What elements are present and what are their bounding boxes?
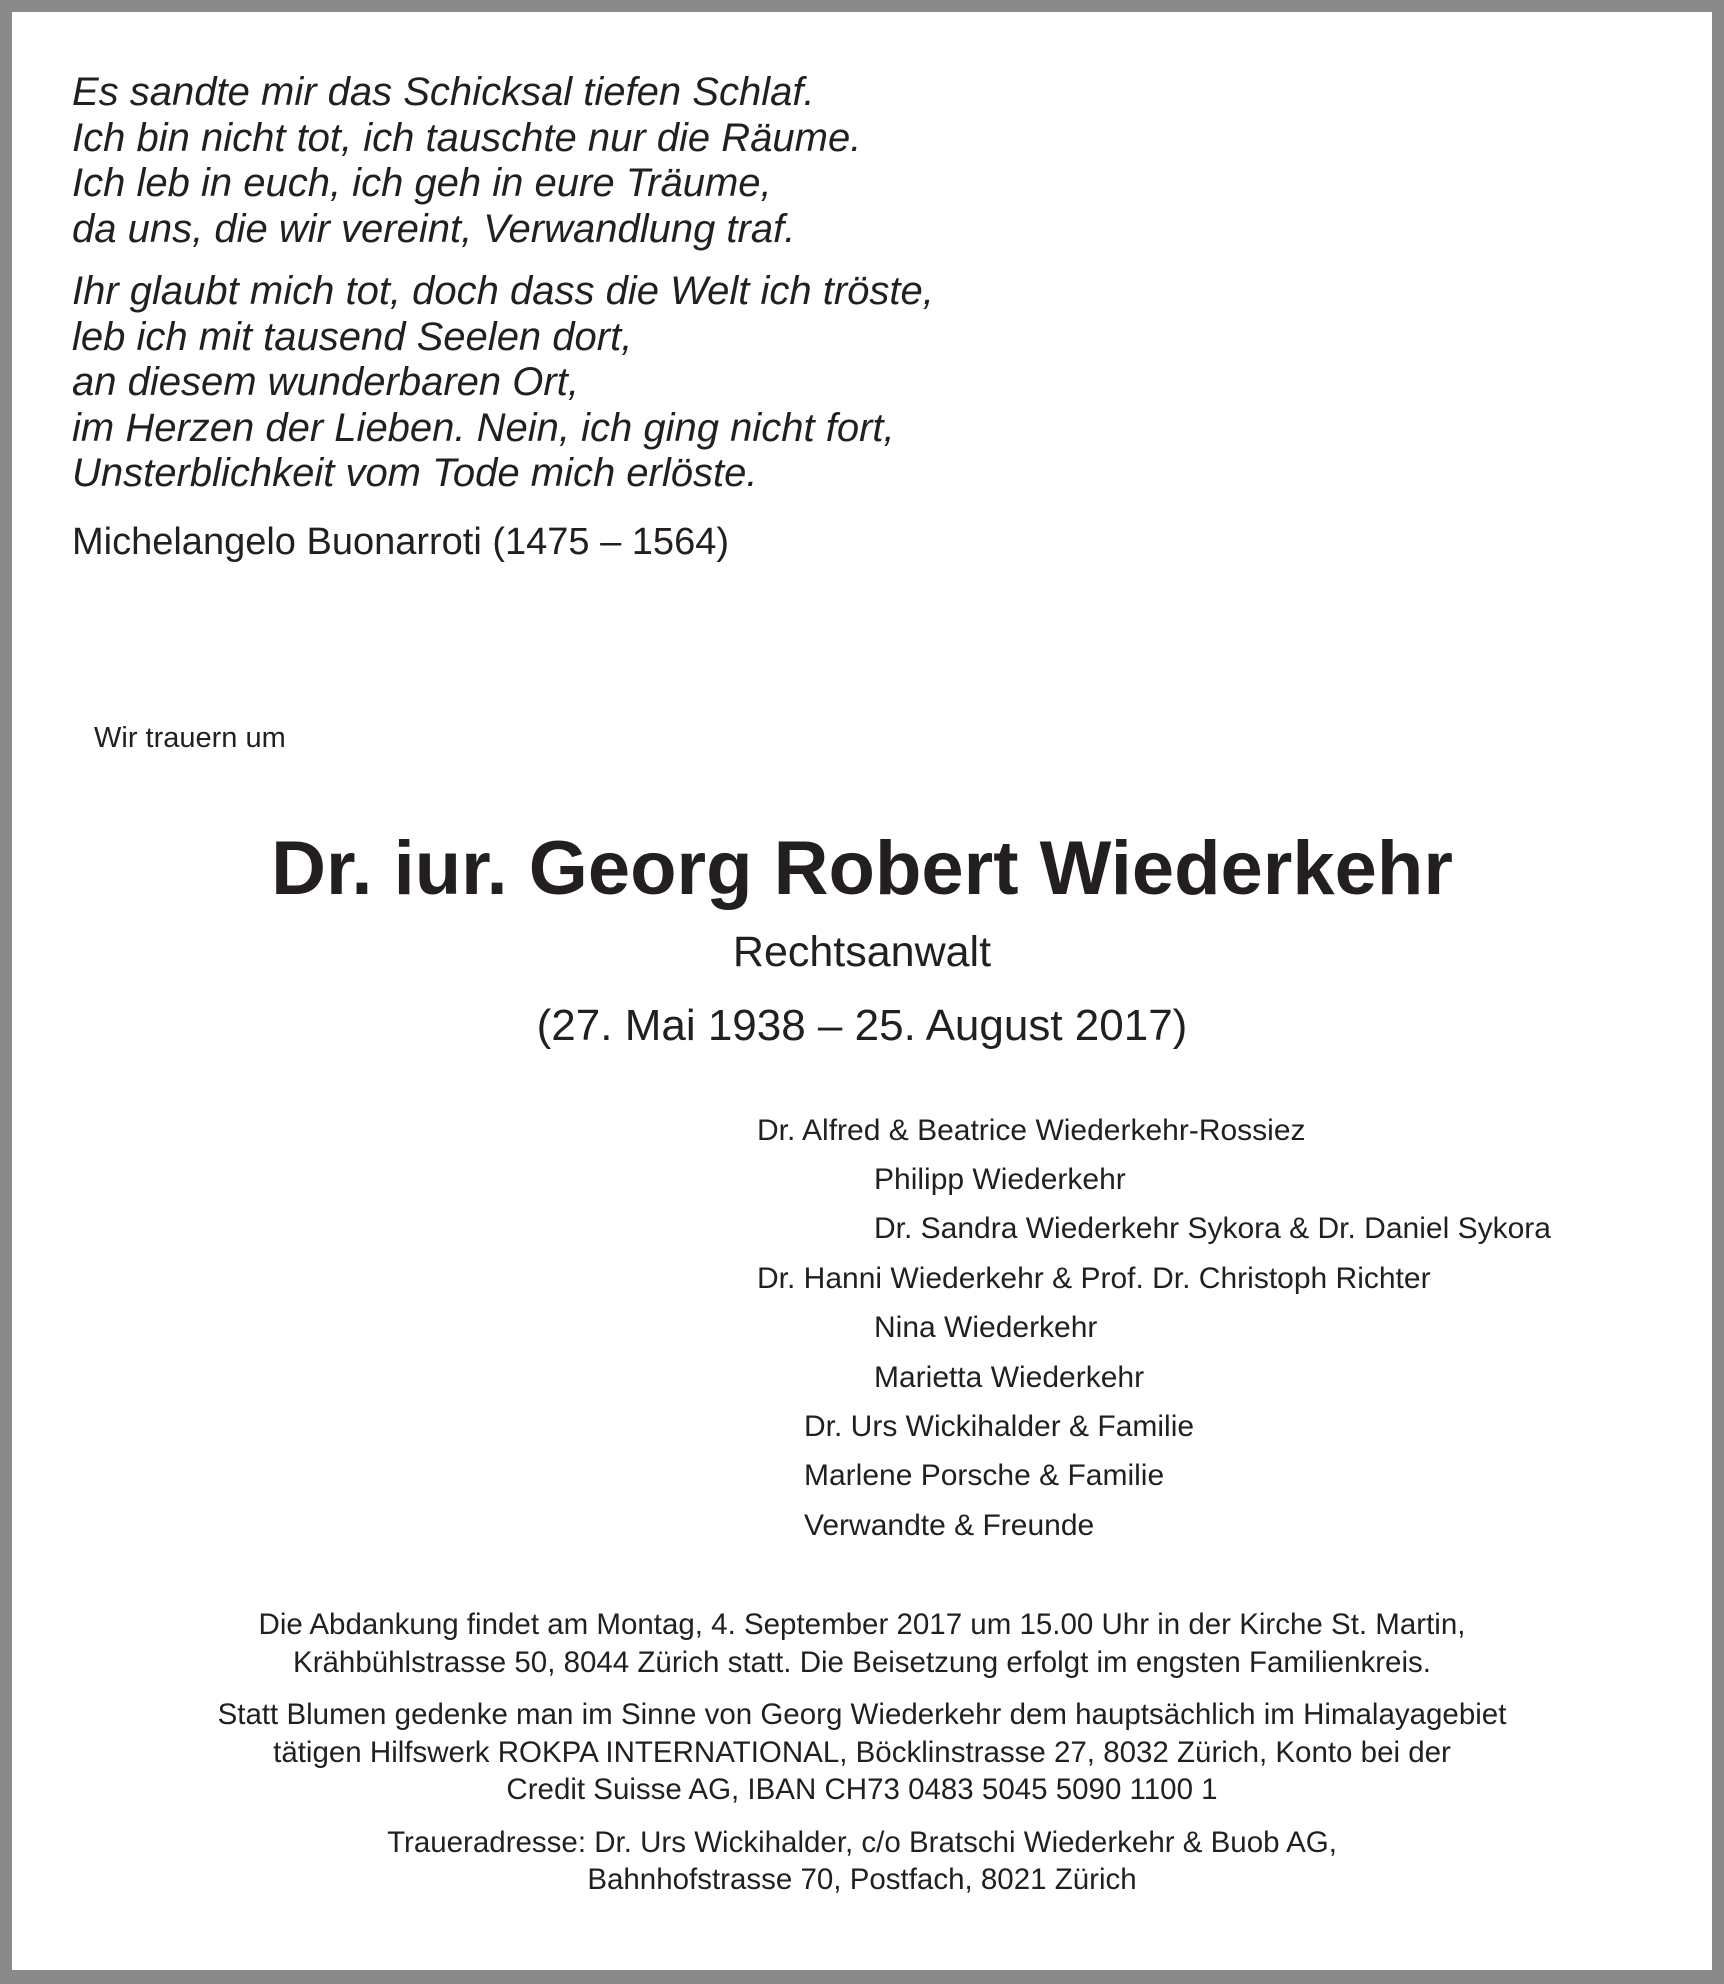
- mourner-item: Dr. Sandra Wiederkehr Sykora & Dr. Daniel Sykora: [874, 1212, 1551, 1245]
- mourner-item: Dr. Alfred & Beatrice Wiederkehr-Rossiez: [757, 1114, 1306, 1147]
- notice-line: Die Abdankung findet am Montag, 4. September 2017 um 15.00 Uhr in der Kirche St. Martin,: [258, 1608, 1466, 1641]
- poem-line: Unsterblichkeit vom Tode mich erlöste.: [72, 451, 758, 495]
- notice-line: Credit Suisse AG, IBAN CH73 0483 5045 5090 1100 1: [506, 1773, 1218, 1806]
- funeral-notice: [12, 1606, 1712, 1914]
- donation-details: [12, 1696, 1712, 1809]
- mourner-item: Marlene Porsche & Familie: [804, 1459, 1165, 1492]
- poem-line: an diesem wunderbaren Ort,: [72, 360, 579, 404]
- mourner-item: Marietta Wiederkehr: [874, 1361, 1145, 1394]
- mourner-item: Dr. Hanni Wiederkehr & Prof. Dr. Christoph Richter: [757, 1262, 1431, 1295]
- mourner-item: Dr. Urs Wickihalder & Familie: [804, 1410, 1195, 1443]
- deceased-name: Dr. iur. Georg Robert Wiederkehr: [271, 826, 1453, 911]
- poem-line: im Herzen der Lieben. Nein, ich ging nicht fort,: [72, 405, 895, 450]
- mourner-item: Philipp Wiederkehr: [874, 1163, 1126, 1196]
- notice-line: Krähbühlstrasse 50, 8044 Zürich statt. Die Beisetzung erfolgt im engsten Familienkreis.: [293, 1645, 1431, 1679]
- notice-line: Statt Blumen gedenke man im Sinne von Georg Wiederkehr dem hauptsächlich im Himalayagebiet: [217, 1698, 1507, 1731]
- poem-stanza-2: [72, 269, 1472, 497]
- deceased-profession: Rechtsanwalt: [732, 928, 992, 976]
- notice-line: tätigen Hilfswerk ROKPA INTERNATIONAL, Böcklinstrasse 27, 8032 Zürich, Konto bei der: [273, 1735, 1451, 1769]
- mourner-item: Verwandte & Freunde: [804, 1509, 1095, 1542]
- poem-line: da uns, die wir vereint, Verwandlung traf.: [72, 206, 796, 251]
- poem-line: Ich leb in euch, ich geh in eure Träume,: [72, 161, 772, 205]
- poem-line: Ich bin nicht tot, ich tauschte nur die Räume.: [72, 115, 862, 160]
- poem-line: Ihr glaubt mich tot, doch dass die Welt ich tröste,: [72, 269, 934, 313]
- poem-author: Michelangelo Buonarroti (1475 – 1564): [72, 520, 729, 563]
- mourning-address: [12, 1824, 1712, 1899]
- obituary-page: [12, 12, 1712, 1970]
- poem-stanza-1: [72, 70, 1472, 252]
- funeral-details: [12, 1606, 1712, 1681]
- poem-line: Es sandte mir das Schicksal tiefen Schlaf.: [72, 70, 815, 114]
- poem-line: leb ich mit tausend Seelen dort,: [72, 314, 633, 359]
- mourning-intro: Wir trauern um: [94, 722, 286, 754]
- mourner-item: Nina Wiederkehr: [874, 1311, 1098, 1344]
- notice-line: Traueradresse: Dr. Urs Wickihalder, c/o Bratschi Wiederkehr & Buob AG,: [387, 1825, 1337, 1859]
- notice-line: Bahnhofstrasse 70, Postfach, 8021 Zürich: [587, 1863, 1137, 1896]
- deceased-dates: (27. Mai 1938 – 25. August 2017): [536, 1001, 1188, 1050]
- poem: [72, 70, 1472, 565]
